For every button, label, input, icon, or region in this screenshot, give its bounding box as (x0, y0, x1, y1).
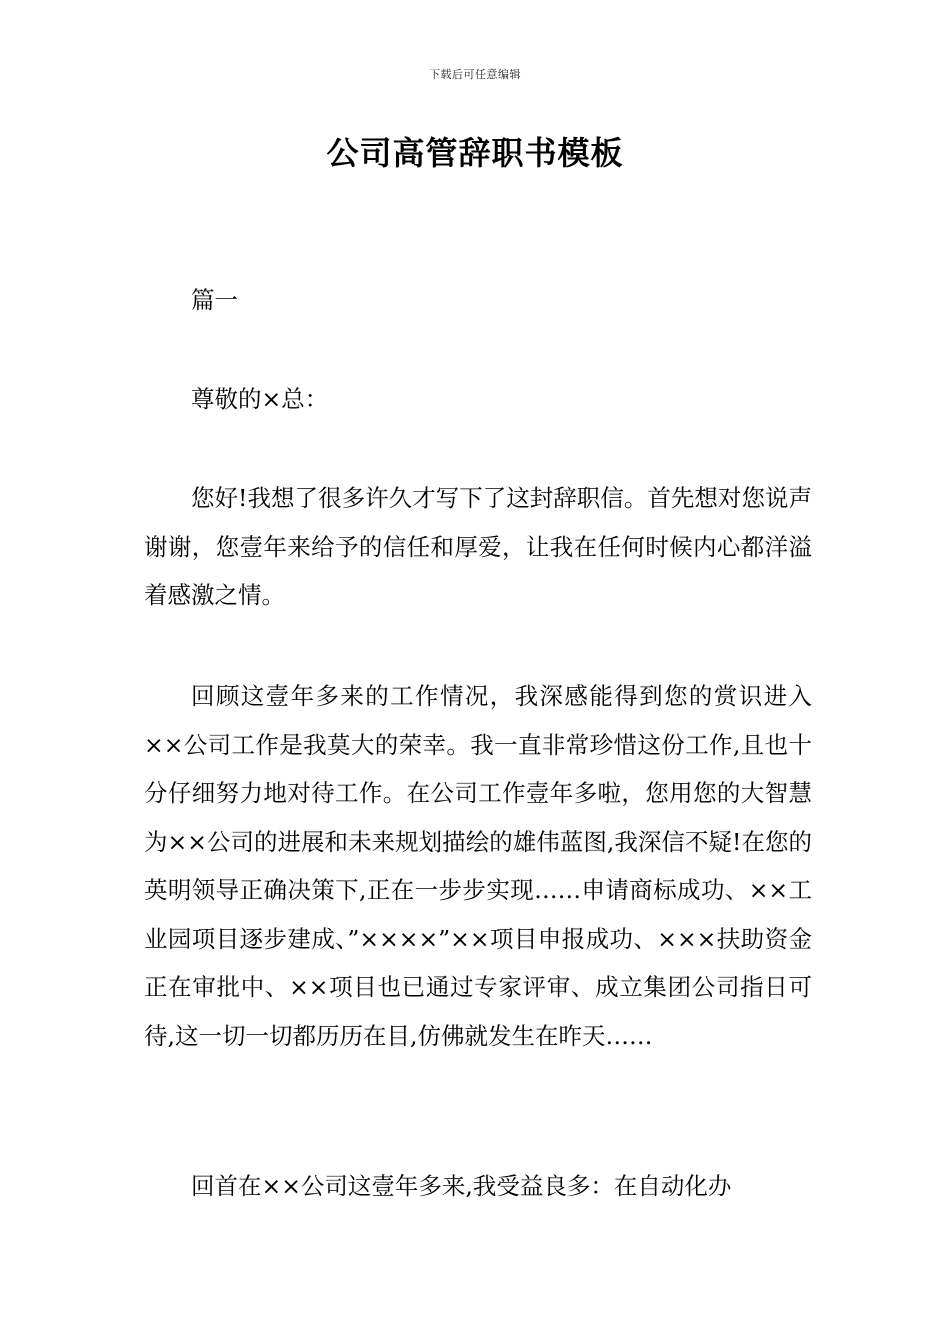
section-label: 篇一 (191, 286, 238, 314)
paragraph-1: 您好!我想了很多许久才写下了这封辞职信。首先想对您说声谢谢，您壹年来给予的信任和厚爱，让我在任何时候内心都洋溢着感激之情。 (144, 484, 812, 609)
salutation: 尊敬的×总： (191, 385, 329, 413)
header-note: 下载后可任意编辑 (429, 68, 521, 81)
paragraph-2: 回顾这壹年多来的工作情况，我深感能得到您的赏识进入××公司工作是我莫大的荣幸。我一直非常珍惜这份工作,且也十分仔细努力地对待工作。在公司工作壹年多啦，您用您的大智慧为××公司的进展和未来规划描绘的雄伟蓝图,我深信不疑!在您的英明领导正确决策下,正在一步步实现……申请商标成功、××工业园项目逐步建成、”××××”××项目申报成功、×××扶助资金正在审批中、××项目也已通过专家评审、成立集团公司指日可待,这一切一切都历历在目,仿佛就发生在昨天…… (144, 682, 812, 1050)
paragraph-3: 回首在××公司这壹年多来,我受益良多：在自动化办 (191, 1172, 732, 1200)
document-title: 公司高管辞职书模板 (326, 134, 624, 172)
